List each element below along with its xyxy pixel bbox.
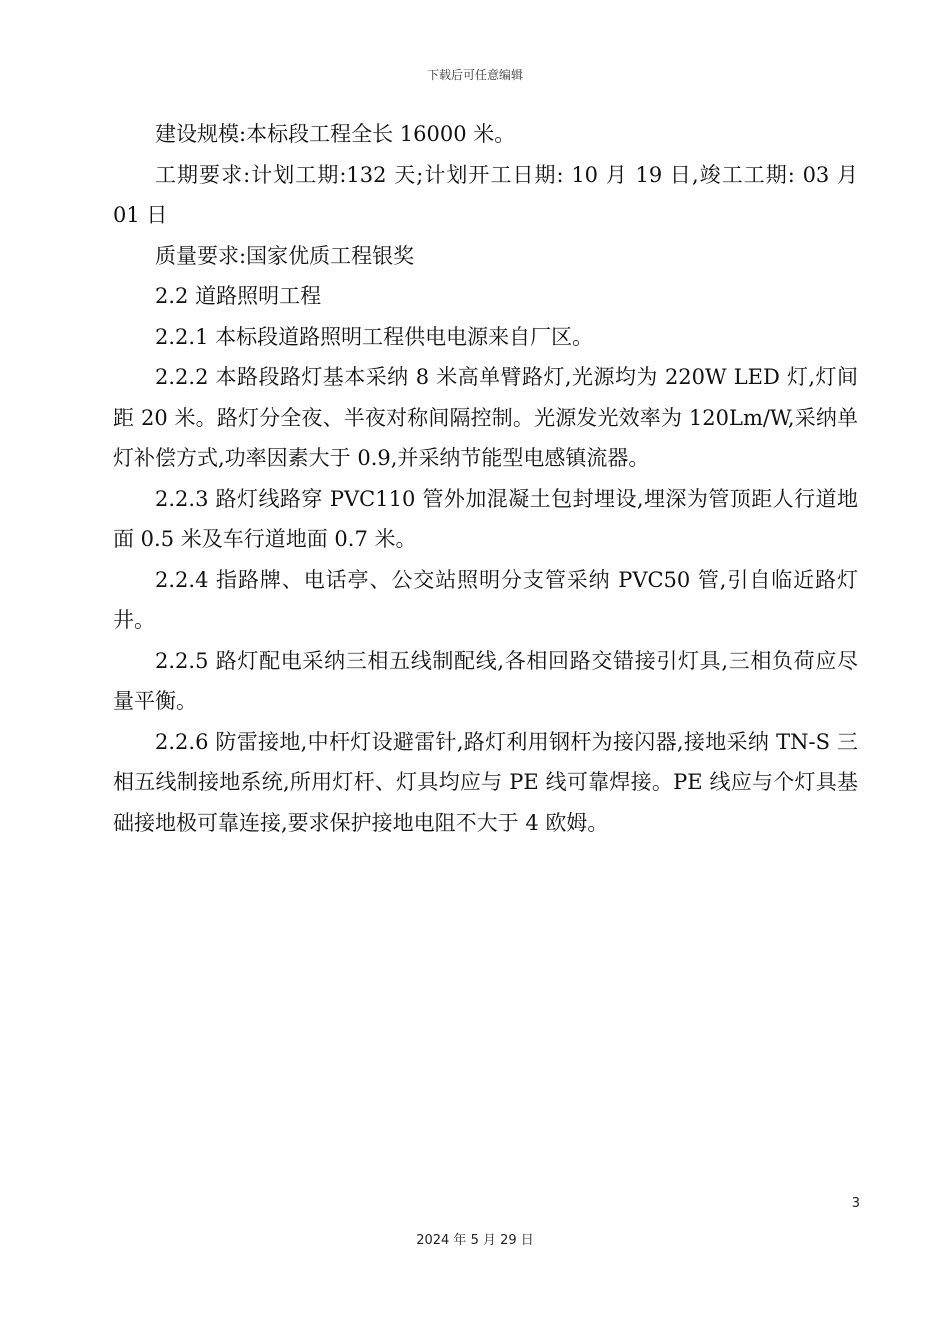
paragraph-2-2-1: 2.2.1 本标段道路照明工程供电电源来自厂区。 — [155, 324, 594, 349]
paragraph-construction-scale: 建设规模:本标段工程全长 16000 米。 — [155, 122, 516, 146]
footer-date: 2024 年 5 月 29 日 — [416, 1233, 534, 1248]
paragraph-2-2-4: 2.2.4 指路牌、电话亭、公交站照明分支管采纳 PVC50 管,引自临近路灯井。 — [113, 567, 858, 632]
paragraph-quality: 质量要求:国家优质工程银奖 — [155, 243, 415, 268]
section-heading-road-lighting: 2.2 道路照明工程 — [155, 284, 322, 308]
document-body — [113, 114, 858, 843]
page-header: 下载后可任意编辑 — [426, 68, 523, 82]
paragraph-2-2-3: 2.2.3 路灯线路穿 PVC110 管外加混凝土包封埋设,埋深为管顶距人行道地面 0.5 米及车行道地面 0.7 米。 — [113, 486, 858, 551]
paragraph-2-2-5: 2.2.5 路灯配电采纳三相五线制配线,各相回路交错接引灯具,三相负荷应尽量平衡。 — [113, 648, 858, 713]
paragraph-schedule: 工期要求:计划工期:132 天;计划开工日期: 10 月 19 日,竣工工期: 03 月 01 日 — [113, 162, 858, 227]
page-number: 3 — [851, 1196, 860, 1211]
paragraph-2-2-6: 2.2.6 防雷接地,中杆灯设避雷针,路灯利用钢杆为接闪器,接地采纳 TN-S 三相五线制接地系统,所用灯杆、灯具均应与 PE 线可靠焊接。PE 线应与个灯具基础接地极可靠连接,要求保护接地电阻不大于 4 欧姆。 — [113, 729, 858, 835]
paragraph-2-2-2: 2.2.2 本路段路灯基本采纳 8 米高单臂路灯,光源均为 220W LED 灯,灯间距 20 米。路灯分全夜、半夜对称间隔控制。光源发光效率为 120Lm/W,采纳单灯补偿方式,功率因素大于 0.9,并采纳节能型电感镇流器。 — [113, 365, 858, 470]
